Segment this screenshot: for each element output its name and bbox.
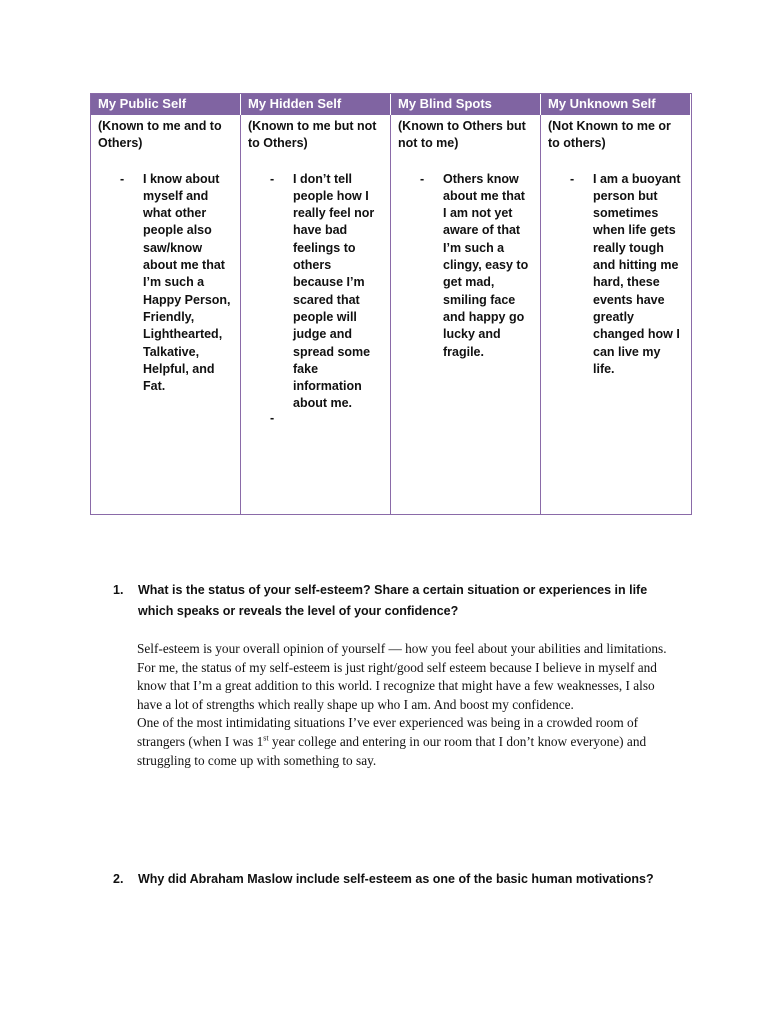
bullet-dash: - [120,171,125,186]
answer-paragraph-1: Self-esteem is your overall opinion of yourself — how you feel about your abilities and limitations. For me, the status of my self-esteem is just right/good self esteem because I believe in myself and know that I’m a great addition to this world. I recognize that might have a few weaknesses, I also have a lot of strengths which really shape up who I am. And boost my confidence. [137,641,667,712]
list-item [548,171,684,379]
bullet-dash: - [270,171,275,186]
list-item-text: Others know about me that I am not yet aware of that I’m such a clingy, easy to get mad, smiling face and happy go lucky and fragile. [443,171,529,359]
question-1 [113,580,673,622]
question-text: Why did Abraham Maslow include self-esteem as one of the basic human motivations? [138,872,654,886]
answer-text-after-sup: year college and entering in our room that I don’t know everyone) and struggling to come up with something to say. [137,733,647,768]
header-blind-spots: My Blind Spots [391,94,541,115]
header-hidden-self: My Hidden Self [241,94,391,115]
list-blind-spots [398,171,533,361]
cell-public-self [91,115,241,514]
list-item [398,171,533,361]
answer-1 [137,640,677,770]
empty-bullet-dash: - [270,411,275,425]
question-number: 2. [113,872,124,886]
subtitle-unknown-self: (Not Known to me or to others) [548,119,671,151]
question-text: What is the status of your self-esteem? Share a certain situation or experiences in life which speaks or reveals the level of your confidence? [138,583,648,618]
question-number: 1. [113,583,124,597]
answer-paragraph-2 [137,714,677,770]
johari-window-table [90,93,692,515]
list-item-text: I don’t tell people how I really feel nor have bad feelings to others because I’m scared that people will judge and spread some fake information about me. [293,171,375,411]
header-public-self: My Public Self [91,94,241,115]
list-item [98,171,233,396]
cell-hidden-self [241,115,391,514]
subtitle-public-self: (Known to me and to Others) [98,119,222,151]
list-unknown-self [548,171,684,379]
answer-text-before-sup: One of the most intimidating situations I’ve ever experienced was being in a crowded room of strangers (when I was 1 [137,715,639,749]
list-item-text: I know about myself and what other people also saw/know about me that I’m such a Happy Person, Friendly, Lighthearted, Talkative, Helpful, and Fat. [143,171,231,394]
list-item [248,171,383,413]
cell-unknown-self [541,115,691,514]
cell-blind-spots [391,115,541,514]
bullet-dash: - [420,171,425,186]
subtitle-blind-spots: (Known to Others but not to me) [398,119,526,151]
bullet-dash: - [570,171,575,186]
ordinal-superscript: st [263,733,269,743]
question-2 [113,869,673,890]
list-item-text: I am a buoyant person but sometimes when life gets really tough and hitting me hard, these events have greatly changed how I can live my life. [593,171,681,376]
list-hidden-self [248,171,383,413]
subtitle-hidden-self: (Known to me but not to Others) [248,119,377,151]
header-unknown-self: My Unknown Self [541,94,691,115]
list-public-self [98,171,233,396]
